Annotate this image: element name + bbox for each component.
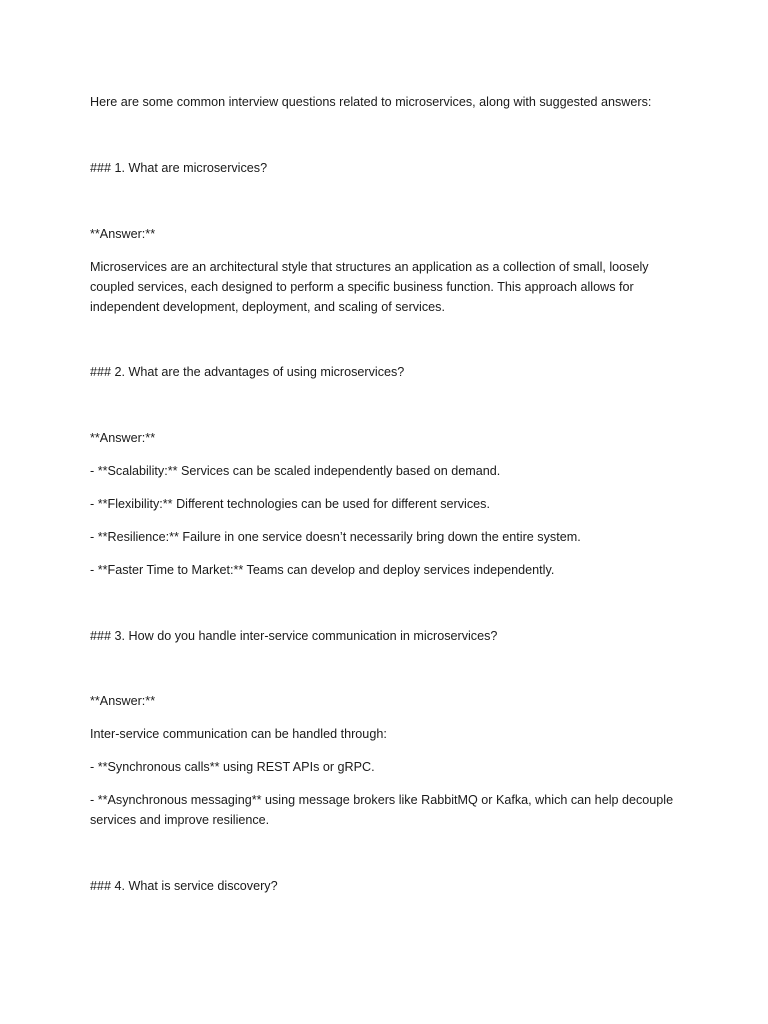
question-1-answer-label: **Answer:** <box>90 227 156 241</box>
question-3-answer-text: Inter-service communication can be handled through: <box>90 727 387 741</box>
question-3-heading: ### 3. How do you handle inter-service communication in microservices? <box>90 629 498 643</box>
question-2-bullet-flexibility: - **Flexibility:** Different technologies can be used for different services. <box>90 497 490 511</box>
question-2-heading: ### 2. What are the advantages of using microservices? <box>90 365 405 379</box>
intro-paragraph: Here are some common interview questions related to microservices, along with suggested answers: <box>90 95 652 109</box>
question-2-bullet-resilience: - **Resilience:** Failure in one service doesn’t necessarily bring down the entire system. <box>90 530 581 544</box>
question-3-bullet-asynchronous: - **Asynchronous messaging** using message brokers like RabbitMQ or Kafka, which can help decouple services and improve resilience. <box>90 793 674 827</box>
question-2-bullet-scalability: - **Scalability:** Services can be scaled independently based on demand. <box>90 464 501 478</box>
question-4-heading: ### 4. What is service discovery? <box>90 879 278 893</box>
question-1-answer-text: Microservices are an architectural style that structures an application as a collection of small, loosely coupled services, each designed to perform a specific business function. This approach allows for independent development, deployment, and scaling of services. <box>90 260 649 314</box>
question-2-bullet-time-to-market: - **Faster Time to Market:** Teams can develop and deploy services independently. <box>90 563 555 577</box>
question-3-answer-label: **Answer:** <box>90 694 156 708</box>
question-1-heading: ### 1. What are microservices? <box>90 161 268 175</box>
question-2-answer-label: **Answer:** <box>90 431 156 445</box>
question-3-bullet-synchronous: - **Synchronous calls** using REST APIs or gRPC. <box>90 760 375 774</box>
